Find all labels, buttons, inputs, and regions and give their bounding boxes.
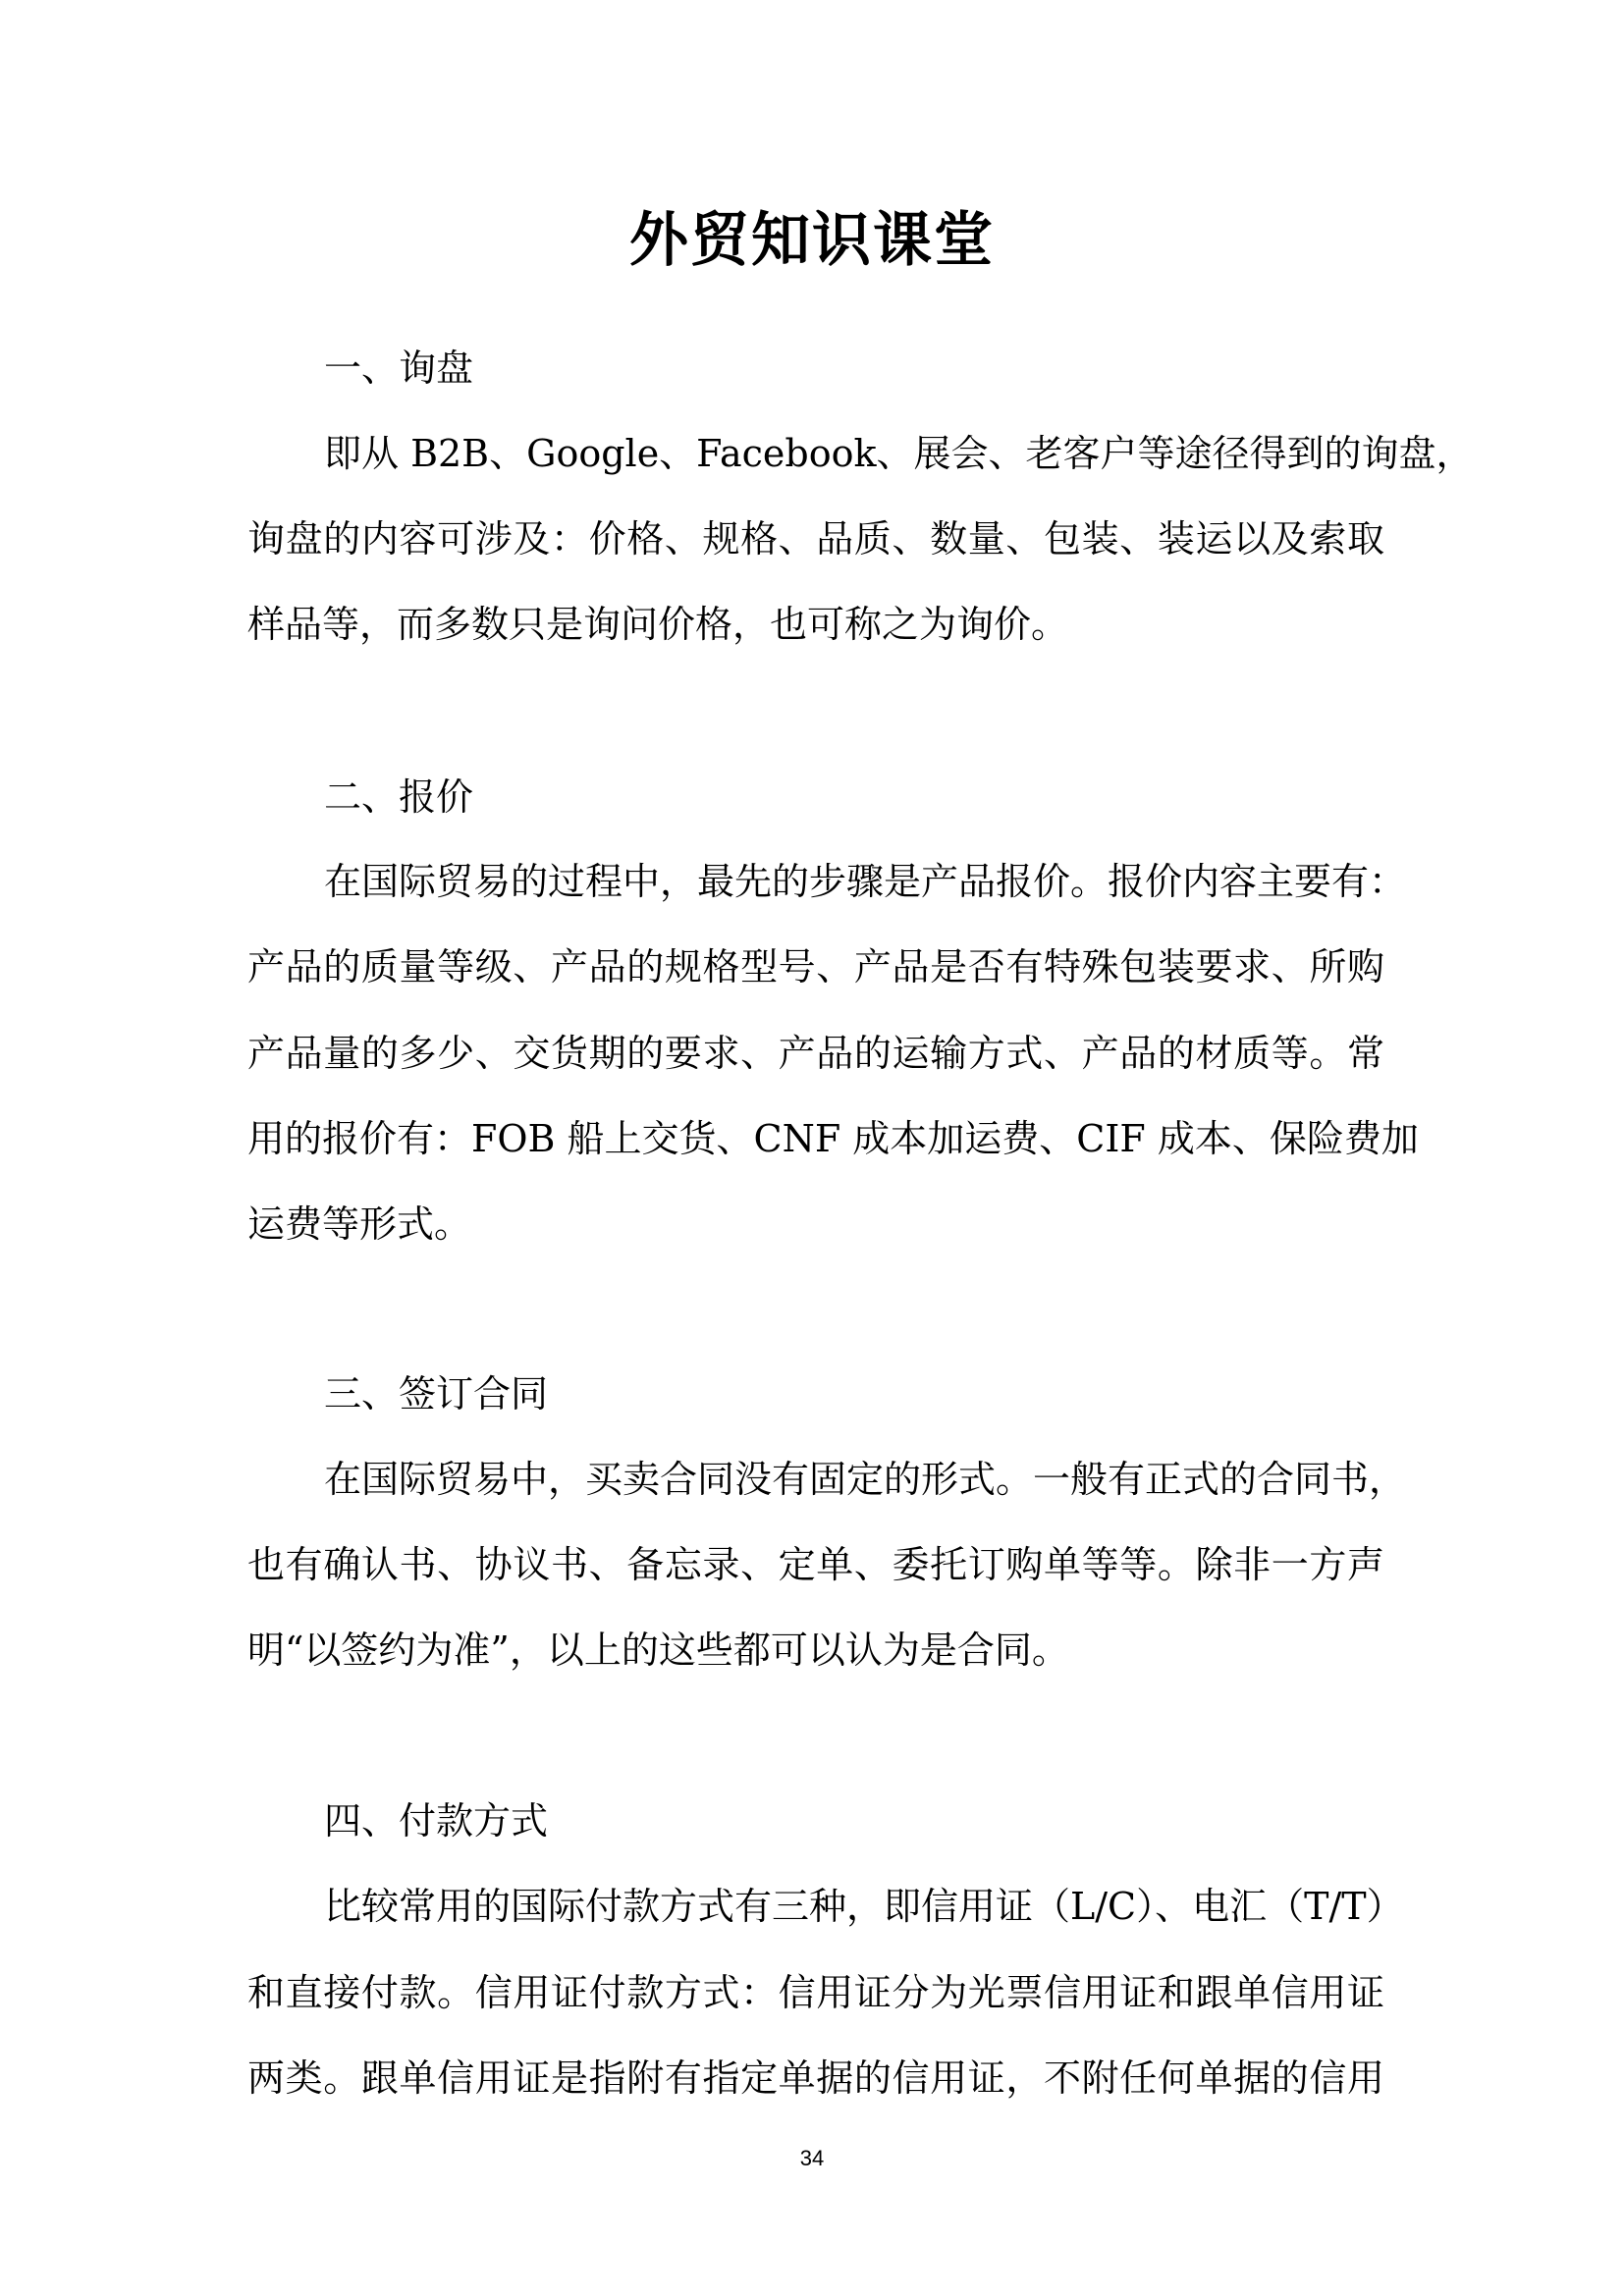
section-heading: 一、询盘 [324, 347, 474, 390]
paragraph-line: 比较常用的国际付款方式有三种，即信用证（L/C）、电汇（T/T） [324, 1885, 1404, 1928]
paragraph-line: 两类。跟单信用证是指附有指定单据的信用证，不附任何单据的信用 [247, 2056, 1384, 2100]
paragraph-line: 运费等形式。 [247, 1202, 472, 1246]
paragraph-line: 和直接付款。信用证付款方式：信用证分为光票信用证和跟单信用证 [247, 1971, 1384, 2014]
paragraph-line: 样品等，而多数只是询问价格，也可称之为询价。 [247, 603, 1069, 646]
section-heading: 三、签订合同 [324, 1372, 549, 1415]
section-heading: 二、报价 [324, 775, 474, 819]
paragraph-line: 用的报价有：FOB 船上交货、CNF 成本加运费、CIF 成本、保险费加 [247, 1117, 1419, 1160]
paragraph-line: 明“以签约为准”，以上的这些都可以认为是合同。 [247, 1629, 1069, 1672]
page-number: 34 [799, 2146, 825, 2170]
paragraph-line: 也有确认书、协议书、备忘录、定单、委托订购单等等。除非一方声 [247, 1543, 1384, 1586]
paragraph-line: 产品的质量等级、产品的规格型号、产品是否有特殊包装要求、所购 [247, 945, 1384, 988]
page-title: 外贸知识课堂 [629, 206, 995, 275]
paragraph-line: 询盘的内容可涉及：价格、规格、品质、数量、包装、装运以及索取 [247, 517, 1384, 561]
paragraph-line: 产品量的多少、交货期的要求、产品的运输方式、产品的材质等。常 [247, 1032, 1384, 1075]
paragraph-line: 在国际贸易的过程中，最先的步骤是产品报价。报价内容主要有： [324, 860, 1407, 903]
section-heading: 四、付款方式 [324, 1799, 549, 1842]
paragraph-line: 在国际贸易中，买卖合同没有固定的形式。一般有正式的合同书， [324, 1458, 1407, 1501]
paragraph-line: 即从 B2B、Google、Facebook、展会、老客户等途径得到的询盘， [324, 432, 1474, 475]
